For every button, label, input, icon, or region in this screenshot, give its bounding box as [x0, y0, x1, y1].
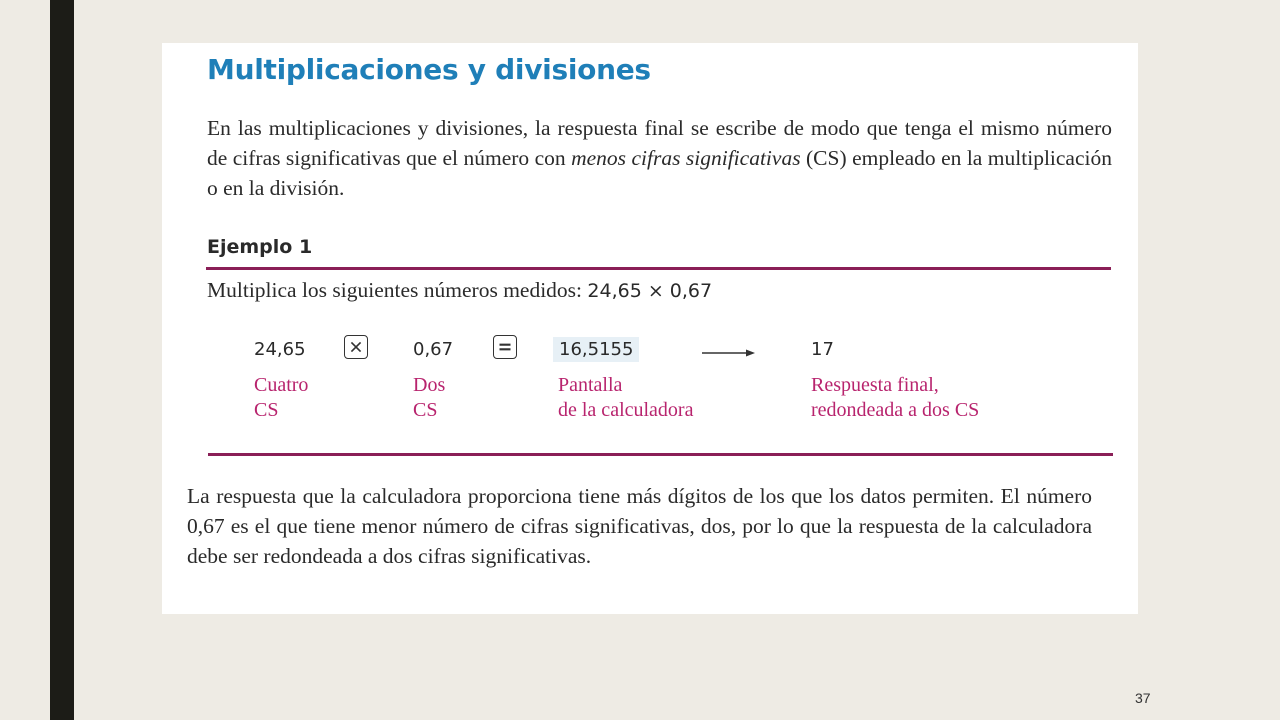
intro-text-end: (CS) empleado en la multiplicación o en la división.: [207, 146, 1112, 200]
operand-1-label-line1: Cuatro: [254, 374, 309, 396]
example-top-rule: [206, 267, 1111, 270]
operand-2-label: [413, 373, 445, 423]
operand-2-label-line1: Dos: [413, 374, 446, 396]
final-result-value: 17: [811, 339, 834, 360]
operand-1-value: 24,65: [254, 339, 306, 360]
display-label-line2: de la calculadora: [558, 399, 694, 421]
example-statement-text: Multiplica los siguientes números medidos:: [207, 278, 588, 302]
section-heading: Multiplicaciones y divisiones: [207, 53, 651, 86]
textbook-excerpt: [162, 43, 1138, 614]
intro-paragraph: [207, 113, 1112, 203]
display-label-line1: Pantalla: [558, 374, 623, 396]
conclusion-paragraph: La respuesta que la calculadora proporciona tiene más dígitos de los que los datos permiten. El número 0,67 es el que tiene menor número de cifras significativas, dos, por lo que la respuesta de la calculadora debe ser redondeada a dos cifras significativas.: [187, 484, 1092, 568]
page-number: 37: [1135, 690, 1151, 706]
intro-emphasis: menos cifras significativas: [571, 146, 801, 170]
equals-key-icon: [493, 335, 517, 359]
operand-1-label: [254, 373, 308, 423]
intro-text-start: En las multiplicaciones y divisiones, la respuesta final se escribe de modo que tenga el mismo número de cifras significativas que el número con: [207, 116, 1112, 170]
example-expression: 24,65 × 0,67: [587, 280, 713, 302]
example-statement: [207, 278, 712, 303]
times-key-icon: [344, 335, 368, 359]
operand-1-label-line2: CS: [254, 399, 279, 421]
final-result-label-line1: Respuesta final,: [811, 374, 939, 396]
left-accent-bar: [50, 0, 74, 720]
operand-2-value: 0,67: [413, 339, 454, 360]
calculator-display-value: 16,5155: [553, 337, 639, 362]
arrow-right-icon: [702, 348, 756, 358]
final-result-label: [811, 373, 979, 423]
final-result-label-line2: redondeada a dos CS: [811, 399, 980, 421]
example-title: Ejemplo 1: [207, 236, 313, 258]
display-label: [558, 373, 693, 423]
example-bottom-rule: [208, 453, 1113, 456]
operand-2-label-line2: CS: [413, 399, 438, 421]
